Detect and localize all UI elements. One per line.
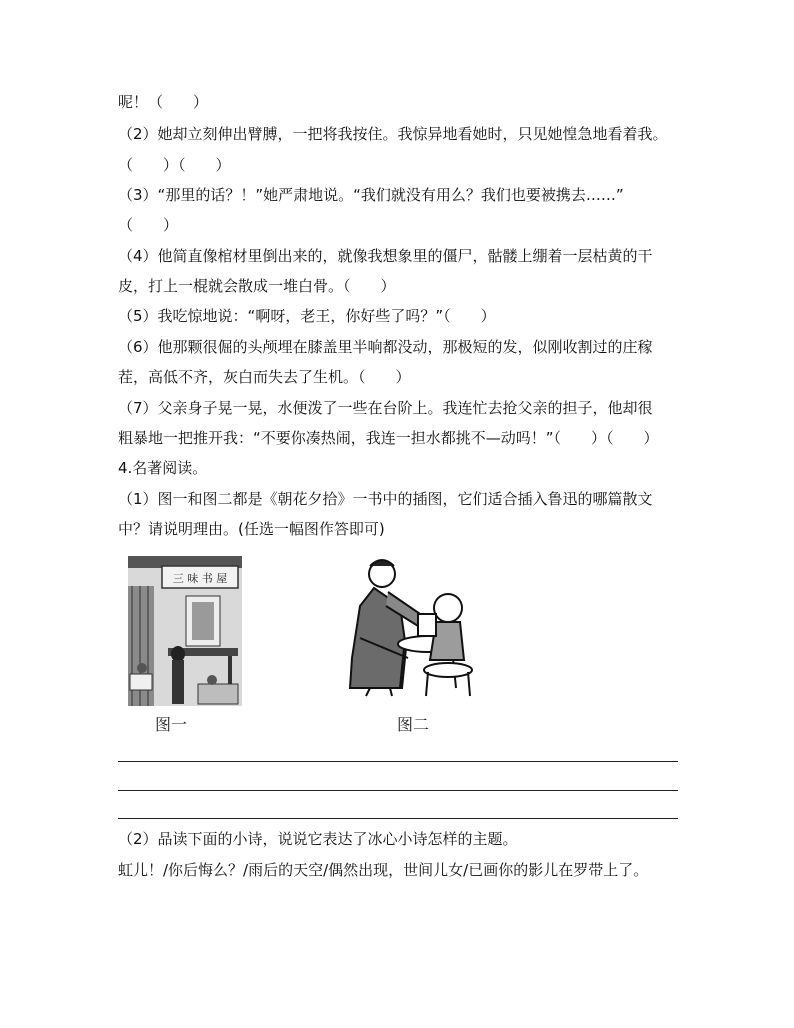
answer-line[interactable]	[118, 818, 678, 819]
figure-1-illustration	[128, 556, 242, 706]
text-line: （7）父亲身子晃一晃，水便泼了一些在台阶上。我连忙去抢父亲的担子，他却很	[118, 399, 653, 417]
text-line: （ ）	[118, 216, 179, 234]
text-line: （1）图一和图二都是《朝花夕拾》一书中的插图，它们适合插入鲁迅的哪篇散文	[118, 490, 653, 508]
text-line: 呢！（ ）	[118, 93, 209, 111]
text-line: 粗暴地一把推开我：“不要你凑热闹，我连一担水都挑不—动吗！”（ ）（ ）	[118, 429, 659, 447]
question-prompt: （2）品读下面的小诗，说说它表达了冰心小诗怎样的主题。	[118, 830, 518, 848]
woman-and-child-illustration	[330, 548, 482, 698]
text-line: （6）他那颗很倔的头颅埋在膝盖里半响都没动，那极短的发，似刚收割过的庄稼	[118, 338, 653, 356]
answer-line[interactable]	[118, 790, 678, 791]
text-line: 皮，打上一棍就会散成一堆白骨。（ ）	[118, 277, 396, 295]
text-line: （2）她却立刻伸出臂膊，一把将我按住。我惊异地看她时，只见她惶急地看着我。	[118, 125, 668, 143]
text-line: （3）“那里的话？！”她严肃地说。“我们就没有用么？我们也要被携去……”	[118, 186, 624, 204]
sign-text: 三 味 书 屋	[172, 572, 228, 585]
text-line: （ ）（ ）	[118, 156, 231, 174]
section-heading: 4.名著阅读。	[118, 459, 208, 477]
figure-1-caption: 图一	[155, 715, 188, 734]
answer-line[interactable]	[118, 761, 678, 762]
text-line: （5）我吃惊地说：“啊呀，老王，你好些了吗？”（ ）	[118, 307, 496, 325]
text-line: 中？请说明理由。(任选一幅图作答即可)	[118, 520, 385, 538]
poem-text: 虹儿！/你后悔么？/雨后的天空/偶然出现，世间儿女/已画你的影儿在罗带上了。	[118, 861, 649, 879]
figure-2-caption: 图二	[397, 715, 430, 734]
text-line: （4）他简直像棺材里倒出来的，就像我想象里的僵尸，骷髅上绷着一层枯黄的干	[118, 247, 653, 265]
figure-2-illustration	[330, 548, 482, 698]
text-line: 茬，高低不齐，灰白而失去了生机。（ ）	[118, 368, 411, 386]
classroom-illustration	[128, 556, 242, 706]
